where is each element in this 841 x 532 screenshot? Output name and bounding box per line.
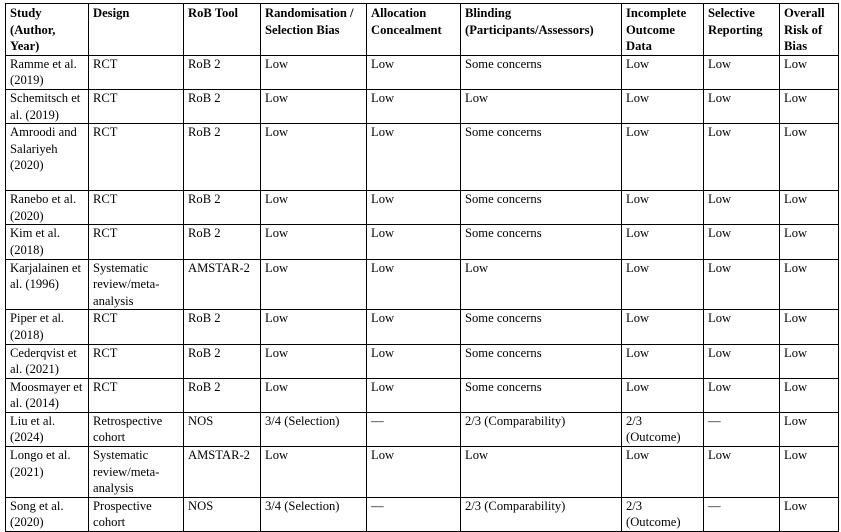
cell-allocation: Low: [367, 191, 461, 225]
cell-selective-reporting: Low: [704, 225, 780, 259]
cell-overall-risk: Low: [780, 89, 839, 123]
cell-overall-risk: Low: [780, 225, 839, 259]
cell-study: Kim et al. (2018): [6, 225, 89, 259]
cell-selective-reporting: Low: [704, 447, 780, 498]
cell-blinding: Some concerns: [461, 124, 622, 191]
cell-blinding: Some concerns: [461, 225, 622, 259]
cell-design: RCT: [89, 225, 184, 259]
cell-incomplete-outcome: Low: [622, 378, 704, 412]
cell-overall-risk: Low: [780, 412, 839, 446]
cell-allocation: Low: [367, 55, 461, 89]
cell-design: Systematic review/meta-analysis: [89, 259, 184, 310]
cell-blinding: Some concerns: [461, 344, 622, 378]
risk-of-bias-table: [5, 3, 839, 532]
cell-selective-reporting: Low: [704, 55, 780, 89]
cell-overall-risk: Low: [780, 124, 839, 191]
cell-randomisation: Low: [261, 344, 367, 378]
cell-randomisation: Low: [261, 55, 367, 89]
header-design: Design: [89, 4, 184, 56]
cell-study: Longo et al. (2021): [6, 447, 89, 498]
cell-rob-tool: NOS: [184, 412, 261, 446]
cell-allocation: Low: [367, 225, 461, 259]
cell-design: RCT: [89, 344, 184, 378]
cell-incomplete-outcome: Low: [622, 344, 704, 378]
cell-allocation: —: [367, 497, 461, 531]
cell-study: Ramme et al. (2019): [6, 55, 89, 89]
header-blinding: Blinding (Participants/Assessors): [461, 4, 622, 56]
cell-study: Piper et al. (2018): [6, 310, 89, 344]
cell-randomisation: Low: [261, 225, 367, 259]
table-row: [6, 378, 839, 412]
cell-allocation: Low: [367, 310, 461, 344]
cell-rob-tool: RoB 2: [184, 89, 261, 123]
cell-overall-risk: Low: [780, 378, 839, 412]
cell-blinding: Some concerns: [461, 310, 622, 344]
cell-study: Liu et al. (2024): [6, 412, 89, 446]
cell-blinding: Some concerns: [461, 191, 622, 225]
cell-randomisation: Low: [261, 378, 367, 412]
table-row: [6, 124, 839, 191]
cell-selective-reporting: Low: [704, 124, 780, 191]
table-row: [6, 412, 839, 446]
cell-selective-reporting: —: [704, 497, 780, 531]
cell-overall-risk: Low: [780, 259, 839, 310]
table-row: [6, 344, 839, 378]
cell-design: Prospective cohort: [89, 497, 184, 531]
cell-rob-tool: AMSTAR-2: [184, 259, 261, 310]
header-study: Study (Author, Year): [6, 4, 89, 56]
cell-design: Systematic review/meta-analysis: [89, 447, 184, 498]
cell-overall-risk: Low: [780, 191, 839, 225]
cell-rob-tool: RoB 2: [184, 225, 261, 259]
cell-study: Karjalainen et al. (1996): [6, 259, 89, 310]
header-row: [6, 4, 839, 56]
table-row: [6, 225, 839, 259]
header-selective-reporting: Selective Reporting: [704, 4, 780, 56]
cell-incomplete-outcome: Low: [622, 447, 704, 498]
cell-rob-tool: RoB 2: [184, 191, 261, 225]
cell-incomplete-outcome: Low: [622, 225, 704, 259]
header-randomisation: Randomisation / Selection Bias: [261, 4, 367, 56]
header-allocation: Allocation Concealment: [367, 4, 461, 56]
cell-design: RCT: [89, 191, 184, 225]
cell-allocation: Low: [367, 344, 461, 378]
cell-blinding: Low: [461, 89, 622, 123]
cell-rob-tool: AMSTAR-2: [184, 447, 261, 498]
cell-study: Amroodi and Salariyeh (2020): [6, 124, 89, 191]
cell-selective-reporting: Low: [704, 259, 780, 310]
cell-randomisation: 3/4 (Selection): [261, 412, 367, 446]
cell-rob-tool: RoB 2: [184, 344, 261, 378]
table-row: [6, 89, 839, 123]
cell-selective-reporting: Low: [704, 89, 780, 123]
cell-randomisation: Low: [261, 191, 367, 225]
cell-randomisation: Low: [261, 447, 367, 498]
table-row: [6, 259, 839, 310]
cell-rob-tool: RoB 2: [184, 55, 261, 89]
cell-allocation: Low: [367, 124, 461, 191]
cell-incomplete-outcome: Low: [622, 191, 704, 225]
cell-study: Ranebo et al. (2020): [6, 191, 89, 225]
cell-selective-reporting: —: [704, 412, 780, 446]
cell-blinding: 2/3 (Comparability): [461, 497, 622, 531]
cell-rob-tool: RoB 2: [184, 310, 261, 344]
cell-design: Retrospective cohort: [89, 412, 184, 446]
header-incomplete-outcome: Incomplete Outcome Data: [622, 4, 704, 56]
cell-rob-tool: RoB 2: [184, 124, 261, 191]
cell-design: RCT: [89, 310, 184, 344]
cell-allocation: Low: [367, 259, 461, 310]
cell-incomplete-outcome: 2/3 (Outcome): [622, 412, 704, 446]
cell-randomisation: Low: [261, 310, 367, 344]
cell-allocation: —: [367, 412, 461, 446]
cell-selective-reporting: Low: [704, 310, 780, 344]
cell-blinding: Some concerns: [461, 378, 622, 412]
cell-allocation: Low: [367, 89, 461, 123]
cell-study: Schemitsch et al. (2019): [6, 89, 89, 123]
header-rob-tool: RoB Tool: [184, 4, 261, 56]
cell-selective-reporting: Low: [704, 191, 780, 225]
cell-design: RCT: [89, 89, 184, 123]
header-overall-risk: Overall Risk of Bias: [780, 4, 839, 56]
table-row: [6, 191, 839, 225]
cell-incomplete-outcome: Low: [622, 89, 704, 123]
cell-rob-tool: NOS: [184, 497, 261, 531]
table-row: [6, 310, 839, 344]
cell-study: Cederqvist et al. (2021): [6, 344, 89, 378]
cell-randomisation: Low: [261, 124, 367, 191]
table-row: [6, 55, 839, 89]
cell-allocation: Low: [367, 447, 461, 498]
cell-blinding: Some concerns: [461, 55, 622, 89]
cell-randomisation: 3/4 (Selection): [261, 497, 367, 531]
cell-incomplete-outcome: Low: [622, 124, 704, 191]
table-row: [6, 447, 839, 498]
cell-rob-tool: RoB 2: [184, 378, 261, 412]
cell-design: RCT: [89, 55, 184, 89]
cell-incomplete-outcome: Low: [622, 55, 704, 89]
cell-randomisation: Low: [261, 89, 367, 123]
cell-blinding: Low: [461, 259, 622, 310]
cell-blinding: Low: [461, 447, 622, 498]
cell-incomplete-outcome: Low: [622, 310, 704, 344]
table-row: [6, 497, 839, 531]
cell-overall-risk: Low: [780, 310, 839, 344]
cell-incomplete-outcome: 2/3 (Outcome): [622, 497, 704, 531]
cell-design: RCT: [89, 378, 184, 412]
cell-study: Moosmayer et al. (2014): [6, 378, 89, 412]
cell-allocation: Low: [367, 378, 461, 412]
cell-overall-risk: Low: [780, 55, 839, 89]
cell-overall-risk: Low: [780, 447, 839, 498]
cell-study: Song et al. (2020): [6, 497, 89, 531]
cell-design: RCT: [89, 124, 184, 191]
cell-incomplete-outcome: Low: [622, 259, 704, 310]
cell-selective-reporting: Low: [704, 378, 780, 412]
cell-selective-reporting: Low: [704, 344, 780, 378]
cell-overall-risk: Low: [780, 344, 839, 378]
cell-overall-risk: Low: [780, 497, 839, 531]
cell-randomisation: Low: [261, 259, 367, 310]
cell-blinding: 2/3 (Comparability): [461, 412, 622, 446]
